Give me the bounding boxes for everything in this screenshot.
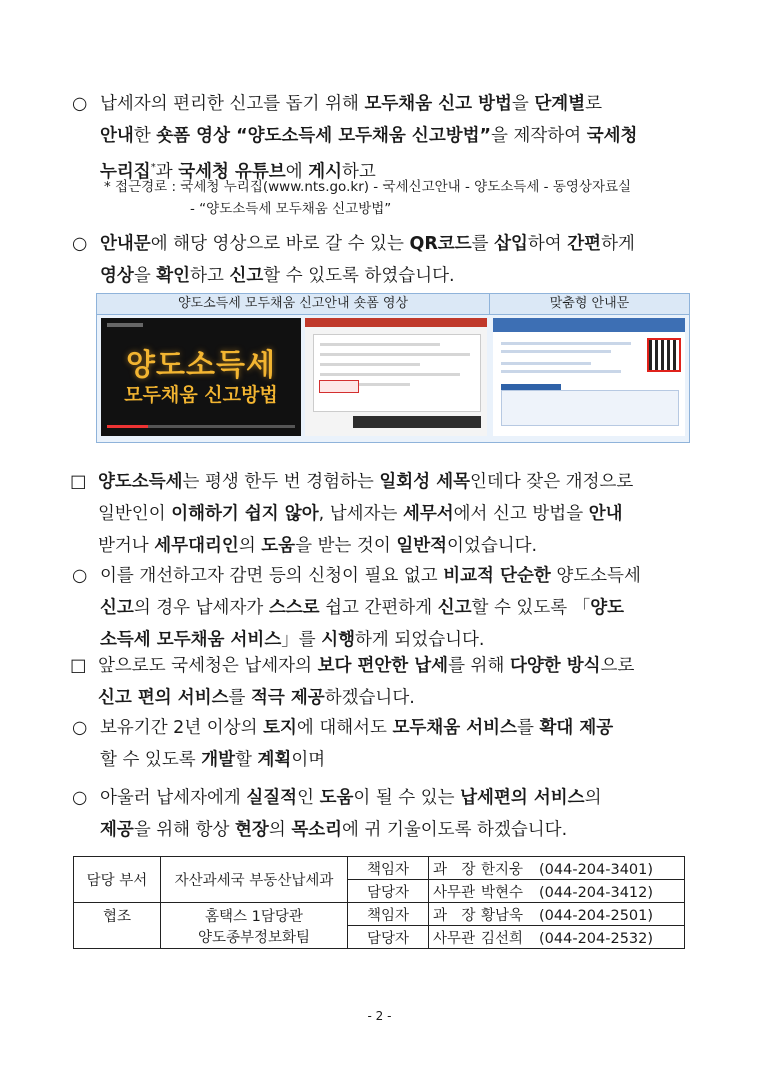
highlight-callout <box>319 380 359 393</box>
video-title-line1: 양도소득세 <box>126 348 276 383</box>
access-path-note-2: - “양도소득세 모두채움 신고방법” <box>190 201 392 217</box>
circle-bullet: ○ <box>72 718 88 738</box>
page-number: - 2 - <box>367 1009 392 1023</box>
circle-bullet: ○ <box>72 234 88 254</box>
dept-cell: 자산과세국 부동산납세과 <box>161 857 348 903</box>
section-future-plan: □ 앞으로도 국세청은 납세자의 보다 편안한 납세를 위해 다양한 방식으로 신고 편의 서비스를 적극 제공하겠습니다. <box>70 650 690 714</box>
contact-cell: 사무관 박현수 (044-204-3412) <box>429 880 685 903</box>
bullet-qr-code: ○ 안내문에 해당 영상으로 바로 갈 수 있는 QR코드를 삽입하여 간편하게 영상을 확인하고 신고할 수 있도록 하였습니다. <box>72 228 692 292</box>
dept-cell: 홈택스 1담당관 양도종부정보화팀 <box>161 903 348 949</box>
role-cell: 담당자 <box>348 926 429 949</box>
table-row <box>74 903 685 926</box>
video-title-line2: 모두채움 신고방법 <box>124 384 278 406</box>
table-row <box>74 857 685 880</box>
video-progress-bar <box>107 425 295 428</box>
screenshot-strip <box>96 293 690 443</box>
bullet-listen-field: ○ 아울러 납세자에게 실질적인 도움이 될 수 있는 납세편의 서비스의 제공을 위해 항상 현장의 목소리에 귀 기울이도록 하겠습니다. <box>72 782 692 846</box>
contact-table <box>73 856 685 949</box>
custom-notice-image <box>493 318 685 436</box>
square-bullet: □ <box>70 472 87 492</box>
circle-bullet: ○ <box>72 94 88 114</box>
qr-code-icon <box>647 338 681 372</box>
square-bullet: □ <box>70 656 87 676</box>
video-caption: 양도소득세 모두채움 신고안내 숏폼 영상 <box>97 294 490 315</box>
contact-cell: 과 장 한지웅 (044-204-3401) <box>429 857 685 880</box>
bullet-video-guide: ○ 납세자의 편리한 신고를 돕기 위해 모두채움 신고 방법을 단계별로 안내한 숏폼 영상 “양도소득세 모두채움 신고방법”을 제작하여 국세청 누리집*과 국세청 유튜브에 게시하고 <box>72 88 692 188</box>
circle-bullet: ○ <box>72 788 88 808</box>
role-cell: 책임자 <box>348 903 429 926</box>
contact-cell: 과 장 황남욱 (044-204-2501) <box>429 903 685 926</box>
notice-caption: 맞춤형 안내문 <box>490 294 689 315</box>
shortform-video-thumbnail <box>101 318 301 436</box>
group-cell: 협조 <box>74 903 161 949</box>
role-cell: 책임자 <box>348 857 429 880</box>
filing-screen-image <box>305 318 487 436</box>
contact-cell: 사무관 김선희 (044-204-2532) <box>429 926 685 949</box>
group-cell: 담당 부서 <box>74 857 161 903</box>
circle-bullet: ○ <box>72 566 88 586</box>
section-background: □ 양도소득세는 평생 한두 번 경험하는 일회성 세목인데다 잦은 개정으로 일반인이 이해하기 쉽지 않아, 납세자는 세무서에서 신고 방법을 안내 받거나 세무대리인의 도움을 받는 것이 일반적이었습니다. <box>70 466 690 562</box>
access-path-note: * 접근경로 : 국세청 누리집(www.nts.go.kr) - 국세신고안내 - 양도소득세 - 동영상자료실 <box>104 179 632 195</box>
role-cell: 담당자 <box>348 880 429 903</box>
bullet-service-launch: ○ 이를 개선하고자 감면 등의 신청이 필요 없고 비교적 단순한 양도소득세 신고의 경우 납세자가 스스로 쉽고 간편하게 신고할 수 있도록 「양도 소득세 모두채움 서비스」를 시행하게 되었습니다. <box>72 560 692 656</box>
bullet-land-expansion: ○ 보유기간 2년 이상의 토지에 대해서도 모두채움 서비스를 확대 제공 할 수 있도록 개발할 계획이며 <box>72 712 692 776</box>
